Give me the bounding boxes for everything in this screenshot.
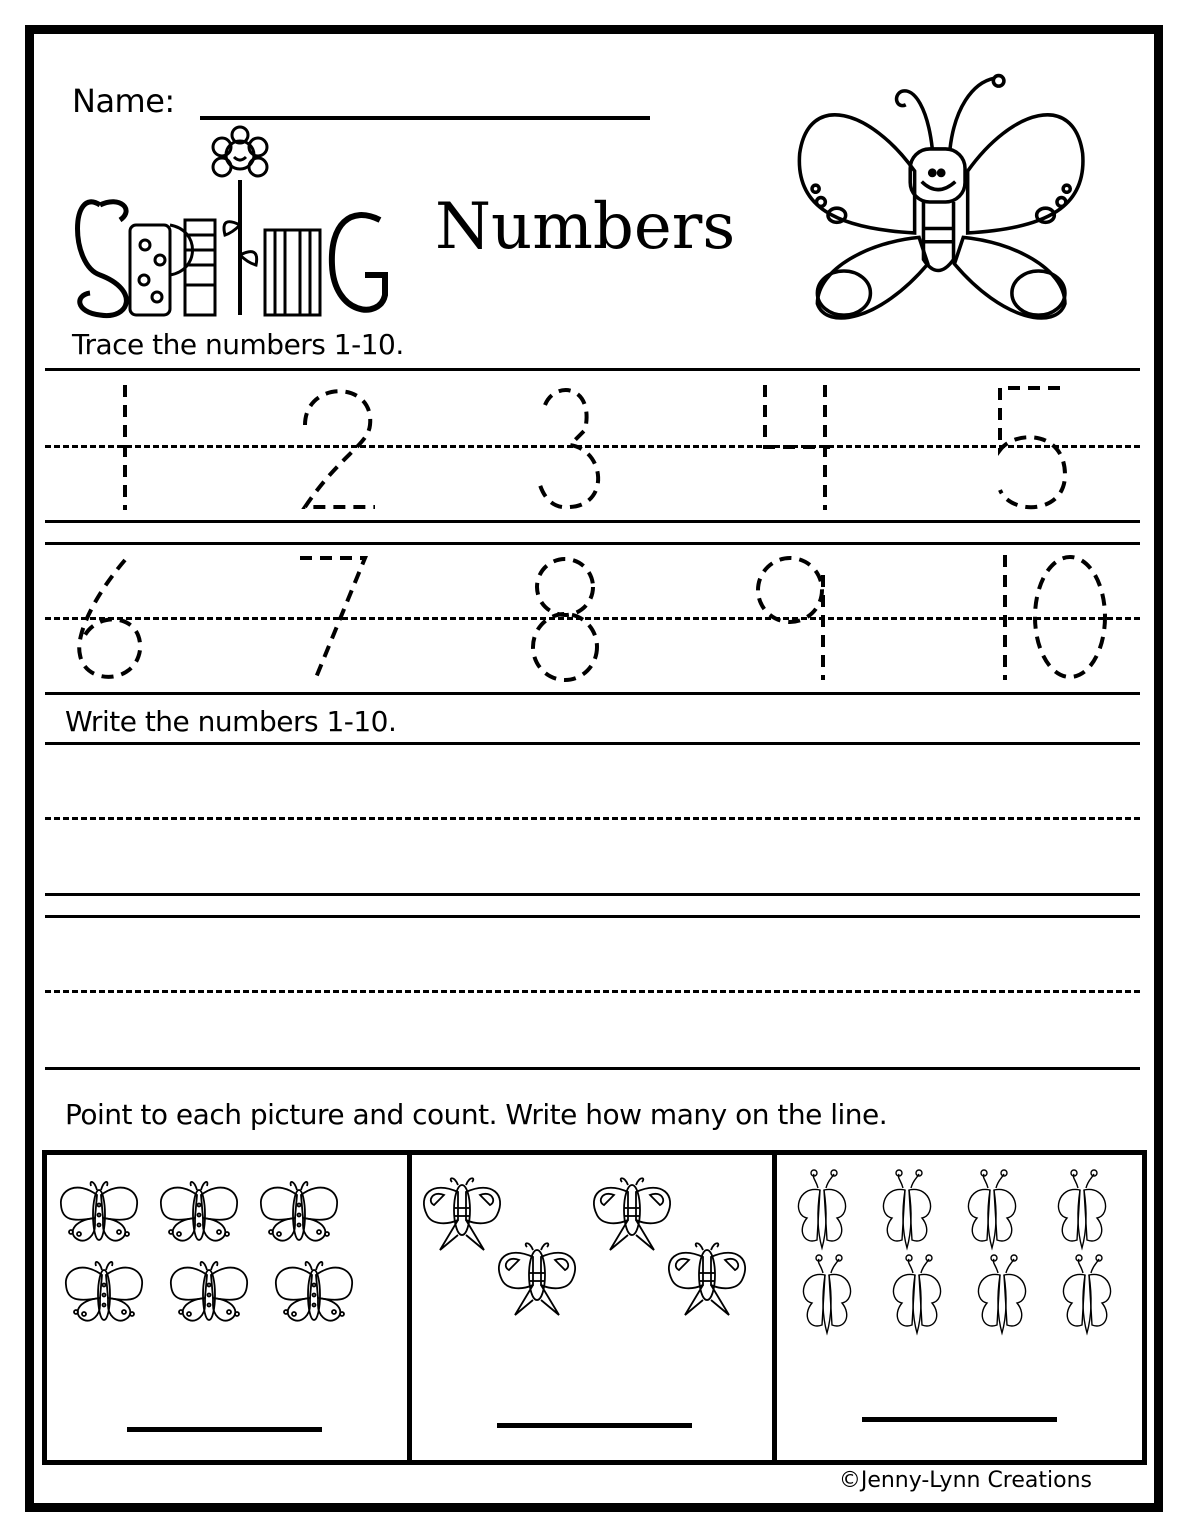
spring-word-art	[60, 125, 400, 325]
patterned-butterflies-icon	[47, 1155, 407, 1355]
trace-digit-4[interactable]	[740, 385, 860, 515]
answer-line-1[interactable]	[127, 1427, 322, 1432]
copyright-text: ©Jenny-Lynn Creations	[838, 1468, 1092, 1493]
count-box-1	[42, 1150, 412, 1465]
trace-digit-6[interactable]	[55, 555, 175, 685]
write-instruction: Write the numbers 1-10.	[65, 705, 397, 738]
outline-butterflies-icon	[777, 1155, 1142, 1355]
trace-row2-top-line	[45, 542, 1140, 545]
trace-digit-3[interactable]	[510, 385, 630, 515]
worksheet-title: Numbers	[435, 190, 736, 264]
write-row2-top-line	[45, 915, 1140, 918]
trace-digit-2[interactable]	[280, 385, 400, 515]
write-row1-bottom-line	[45, 893, 1140, 896]
trace-digit-9[interactable]	[745, 555, 865, 685]
trace-digit-1[interactable]	[80, 385, 200, 515]
answer-line-3[interactable]	[862, 1417, 1057, 1422]
trace-row1-bottom-line	[45, 520, 1140, 523]
count-box-3	[772, 1150, 1147, 1465]
trace-row2-bottom-line	[45, 692, 1140, 695]
write-row1-mid-dashed-line[interactable]	[45, 817, 1140, 820]
striped-butterflies-icon	[412, 1155, 772, 1355]
name-label: Name:	[72, 82, 175, 120]
trace-digit-10[interactable]	[985, 555, 1105, 685]
write-row2-bottom-line	[45, 1067, 1140, 1070]
count-box-2	[407, 1150, 777, 1465]
trace-digit-7[interactable]	[295, 555, 415, 685]
trace-row1-top-line	[45, 368, 1140, 371]
trace-digit-5[interactable]	[975, 385, 1095, 515]
trace-instruction: Trace the numbers 1-10.	[72, 328, 404, 361]
trace-digit-8[interactable]	[510, 555, 630, 685]
write-row1-top-line	[45, 742, 1140, 745]
name-write-line[interactable]	[200, 116, 650, 120]
write-row2-mid-dashed-line[interactable]	[45, 990, 1140, 993]
answer-line-2[interactable]	[497, 1423, 692, 1428]
count-instruction: Point to each picture and count. Write how many on the line.	[65, 1098, 888, 1131]
butterfly-illustration	[782, 62, 1118, 342]
